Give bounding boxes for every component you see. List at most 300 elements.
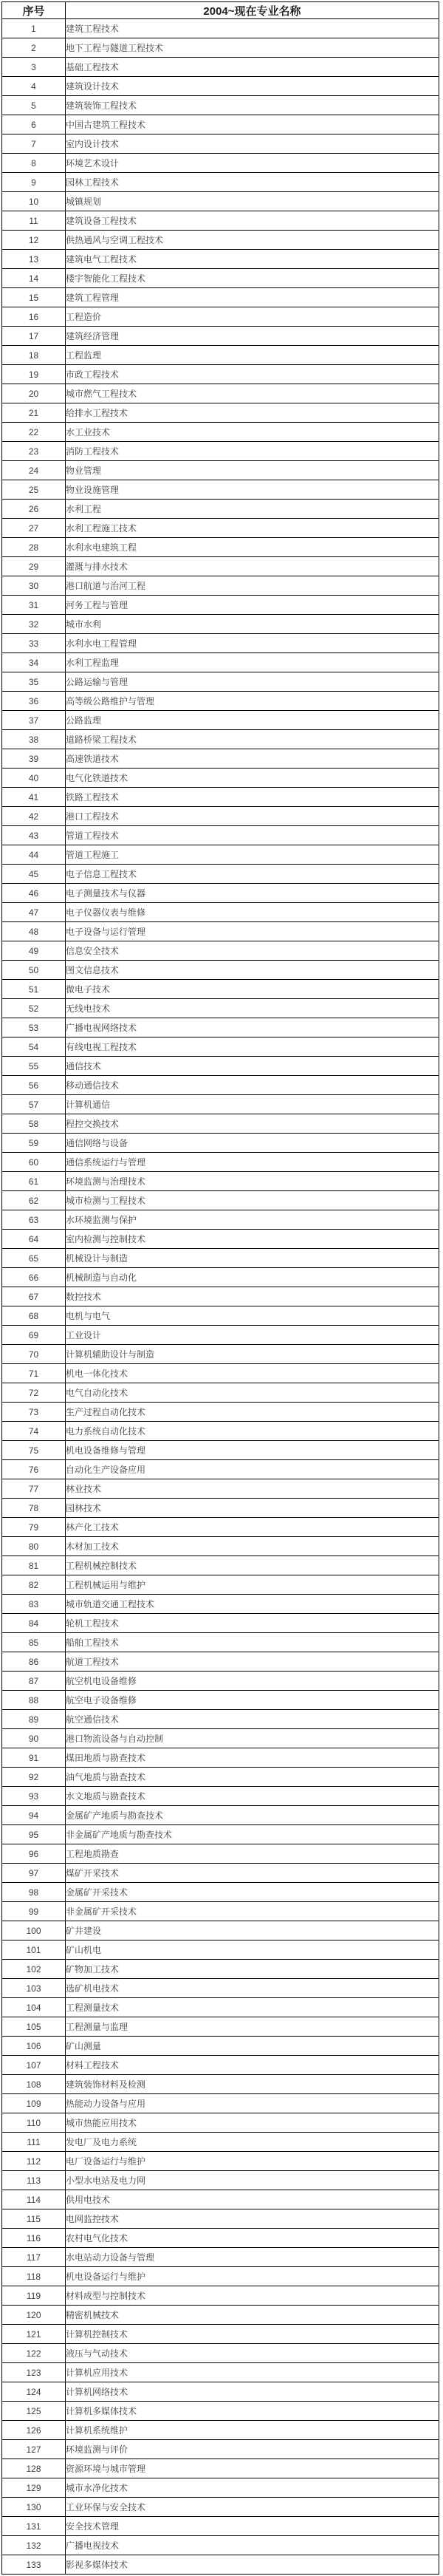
serial-cell: 51 [2,980,66,999]
serial-cell: 93 [2,1787,66,1806]
major-name-cell: 选矿机电技术 [66,1979,439,1998]
major-name-cell: 工程监理 [66,346,439,365]
table-row [2,134,439,154]
major-name-cell: 电子仪器仪表与维修 [66,903,439,922]
major-name-cell: 工程地质勘查 [66,1844,439,1864]
major-name-cell: 通信网络与设备 [66,1134,439,1153]
serial-cell: 114 [2,2190,66,2209]
major-name-cell: 城市轨道交通工程技术 [66,1595,439,1614]
table-row [2,557,439,576]
serial-cell: 22 [2,423,66,442]
major-name-cell: 材料成型与控制技术 [66,2286,439,2306]
serial-cell: 91 [2,1748,66,1768]
serial-cell: 31 [2,596,66,615]
table-row [2,1768,439,1787]
serial-cell: 7 [2,134,66,154]
table-row [2,922,439,941]
serial-cell: 103 [2,1979,66,1998]
major-name-cell: 广播电视网络技术 [66,1018,439,1037]
table-row [2,1326,439,1345]
serial-cell: 118 [2,2267,66,2286]
table-row [2,1057,439,1076]
major-name-cell: 矿山机电 [66,1940,439,1960]
serial-cell: 21 [2,403,66,423]
major-name-cell: 计算机网络技术 [66,2382,439,2402]
serial-cell: 72 [2,1383,66,1403]
major-name-cell: 消防工程技术 [66,442,439,461]
table-row [2,365,439,384]
serial-cell: 64 [2,1230,66,1249]
table-row [2,2209,439,2229]
major-name-cell: 机电一体化技术 [66,1364,439,1383]
major-name-cell: 城市水利 [66,615,439,634]
table-row [2,2306,439,2325]
major-name-cell: 水利水电建筑工程 [66,538,439,557]
table-row [2,2440,439,2459]
serial-cell: 132 [2,2536,66,2555]
serial-cell: 16 [2,307,66,327]
serial-cell: 49 [2,941,66,961]
serial-cell: 106 [2,2037,66,2056]
major-name-cell: 信息安全技术 [66,941,439,961]
serial-cell: 87 [2,1672,66,1691]
serial-cell: 38 [2,730,66,749]
serial-cell: 56 [2,1076,66,1095]
major-name-cell: 自动化生产设备应用 [66,1460,439,1479]
major-name-cell: 通信技术 [66,1057,439,1076]
table-row [2,173,439,192]
serial-cell: 29 [2,557,66,576]
table-row [2,749,439,769]
table-row [2,2325,439,2344]
major-name-cell: 微电子技术 [66,980,439,999]
table-row [2,1287,439,1306]
major-name-cell: 机电设备维修与管理 [66,1441,439,1460]
serial-cell: 123 [2,2363,66,2382]
major-name-cell: 工程测量技术 [66,1998,439,2017]
table-row [2,1537,439,1556]
major-name-cell: 环境艺术设计 [66,154,439,173]
table-row [2,2517,439,2536]
serial-cell: 54 [2,1037,66,1057]
serial-cell: 11 [2,211,66,231]
serial-cell: 52 [2,999,66,1018]
major-name-cell: 航空电子设备维修 [66,1691,439,1710]
major-name-cell: 园林工程技术 [66,173,439,192]
major-name-cell: 室内检测与控制技术 [66,1230,439,1249]
table-row [2,1249,439,1268]
table-row [2,538,439,557]
table-row [2,980,439,999]
table-row [2,307,439,327]
serial-cell: 24 [2,461,66,480]
major-name-cell: 水利工程 [66,500,439,519]
major-name-cell: 通信系统运行与管理 [66,1153,439,1172]
table-row [2,38,439,58]
major-name-cell: 计算机通信 [66,1095,439,1114]
major-name-cell: 港口物流设备与自动控制 [66,1729,439,1748]
table-row [2,903,439,922]
major-name-cell: 生产过程自动化技术 [66,1403,439,1422]
table-row [2,77,439,96]
major-name-cell: 航道工程技术 [66,1652,439,1672]
serial-cell: 59 [2,1134,66,1153]
serial-cell: 107 [2,2056,66,2075]
table-row [2,403,439,423]
serial-cell: 92 [2,1768,66,1787]
serial-cell: 78 [2,1499,66,1518]
serial-cell: 33 [2,634,66,653]
serial-cell: 94 [2,1806,66,1825]
serial-cell: 95 [2,1825,66,1844]
serial-cell: 75 [2,1441,66,1460]
major-name-cell: 建筑设备工程技术 [66,211,439,231]
major-name-cell: 计算机多媒体技术 [66,2402,439,2421]
table-row [2,2171,439,2190]
major-name-cell: 电厂设备运行与维护 [66,2152,439,2171]
major-name-cell: 电气化铁道技术 [66,769,439,788]
major-name-cell: 发电厂及电力系统 [66,2133,439,2152]
serial-cell: 127 [2,2440,66,2459]
serial-cell: 77 [2,1479,66,1499]
serial-cell: 98 [2,1883,66,1902]
table-row [2,941,439,961]
major-name-cell: 建筑装饰材料及检测 [66,2075,439,2094]
serial-cell: 39 [2,749,66,769]
major-name-cell: 建筑装饰工程技术 [66,96,439,115]
major-name-cell: 电机与电气 [66,1306,439,1326]
major-name-cell: 计算机系统维护 [66,2421,439,2440]
table-row [2,1134,439,1153]
major-name-cell: 港口航道与治河工程 [66,576,439,596]
serial-cell: 126 [2,2421,66,2440]
major-name-cell: 城市热能应用技术 [66,2113,439,2133]
serial-cell: 73 [2,1403,66,1422]
table-row [2,1018,439,1037]
major-name-cell: 无线电技术 [66,999,439,1018]
serial-cell: 84 [2,1614,66,1633]
table-row [2,1403,439,1422]
table-row [2,615,439,634]
table-row [2,211,439,231]
table-row [2,2536,439,2555]
serial-cell: 109 [2,2094,66,2113]
major-name-cell: 物业设施管理 [66,480,439,500]
major-name-cell: 液压与气动技术 [66,2344,439,2363]
serial-cell: 1 [2,19,66,38]
serial-cell: 85 [2,1633,66,1652]
table-row [2,1710,439,1729]
major-name-cell: 林产化工技术 [66,1518,439,1537]
major-name-cell: 矿山测量 [66,2037,439,2056]
major-name-cell: 煤矿开采技术 [66,1864,439,1883]
table-row [2,2498,439,2517]
serial-cell: 105 [2,2017,66,2037]
serial-cell: 13 [2,250,66,269]
table-row [2,1960,439,1979]
serial-cell: 76 [2,1460,66,1479]
serial-cell: 55 [2,1057,66,1076]
table-row [2,2017,439,2037]
major-name-cell: 轮机工程技术 [66,1614,439,1633]
major-name-cell: 小型水电站及电力网 [66,2171,439,2190]
table-row [2,115,439,134]
serial-cell: 58 [2,1114,66,1134]
table-row [2,2248,439,2267]
serial-cell: 40 [2,769,66,788]
major-name-cell: 楼宇智能化工程技术 [66,269,439,288]
serial-cell: 99 [2,1902,66,1921]
table-row [2,730,439,749]
table-row [2,519,439,538]
serial-cell: 28 [2,538,66,557]
serial-cell: 79 [2,1518,66,1537]
serial-cell: 116 [2,2229,66,2248]
table-row [2,269,439,288]
table-row [2,250,439,269]
table-row [2,1153,439,1172]
major-name-cell: 工业设计 [66,1326,439,1345]
table-row [2,1806,439,1825]
serial-cell: 46 [2,884,66,903]
serial-cell: 4 [2,77,66,96]
major-name-cell: 物业管理 [66,461,439,480]
serial-cell: 71 [2,1364,66,1383]
major-name-cell: 水环境监测与保护 [66,1210,439,1230]
serial-cell: 130 [2,2498,66,2517]
table-row [2,807,439,826]
table-row [2,154,439,173]
serial-cell: 23 [2,442,66,461]
serial-cell: 82 [2,1575,66,1595]
table-row [2,1633,439,1652]
majors-table-body [2,19,439,2575]
table-row [2,2555,439,2575]
major-name-cell: 基础工程技术 [66,58,439,77]
table-row [2,845,439,865]
serial-cell: 44 [2,845,66,865]
serial-cell: 32 [2,615,66,634]
major-name-cell: 管道工程施工 [66,845,439,865]
table-row [2,1422,439,1441]
table-row [2,1902,439,1921]
serial-cell: 129 [2,2478,66,2498]
serial-cell: 112 [2,2152,66,2171]
serial-cell: 10 [2,192,66,211]
table-row [2,1268,439,1287]
major-name-cell: 地下工程与隧道工程技术 [66,38,439,58]
table-row [2,1114,439,1134]
table-row [2,1479,439,1499]
major-name-cell: 水电站动力设备与管理 [66,2248,439,2267]
table-row [2,58,439,77]
column-header-serial: 序号 [2,2,66,19]
major-name-cell: 金属矿开采技术 [66,1883,439,1902]
table-row [2,2344,439,2363]
serial-cell: 36 [2,692,66,711]
table-row [2,826,439,845]
serial-cell: 18 [2,346,66,365]
serial-cell: 83 [2,1595,66,1614]
table-row [2,672,439,692]
serial-cell: 97 [2,1864,66,1883]
table-row [2,1556,439,1575]
serial-cell: 80 [2,1537,66,1556]
serial-cell: 3 [2,58,66,77]
major-name-cell: 资源环境与城市管理 [66,2459,439,2478]
serial-cell: 122 [2,2344,66,2363]
table-row [2,346,439,365]
serial-cell: 9 [2,173,66,192]
major-name-cell: 航空通信技术 [66,1710,439,1729]
serial-cell: 60 [2,1153,66,1172]
serial-cell: 100 [2,1921,66,1940]
table-row [2,1614,439,1633]
table-row [2,1306,439,1326]
table-row [2,2133,439,2152]
table-row [2,596,439,615]
table-row [2,2037,439,2056]
table-row [2,2229,439,2248]
major-name-cell: 林业技术 [66,1479,439,1499]
table-row [2,1210,439,1230]
serial-cell: 37 [2,711,66,730]
major-name-cell: 矿物加工技术 [66,1960,439,1979]
serial-cell: 34 [2,653,66,672]
major-name-cell: 公路监理 [66,711,439,730]
table-row [2,961,439,980]
major-name-cell: 热能动力设备与应用 [66,2094,439,2113]
major-name-cell: 计算机辅助设计与制造 [66,1345,439,1364]
table-row [2,19,439,38]
major-name-cell: 电子信息工程技术 [66,865,439,884]
major-name-cell: 金属矿产地质与勘查技术 [66,1806,439,1825]
table-row [2,884,439,903]
major-name-cell: 非金属矿开采技术 [66,1902,439,1921]
serial-cell: 57 [2,1095,66,1114]
major-name-cell: 安全技术管理 [66,2517,439,2536]
serial-cell: 5 [2,96,66,115]
major-name-cell: 环境监测与评价 [66,2440,439,2459]
table-row [2,1037,439,1057]
major-name-cell: 有线电视工程技术 [66,1037,439,1057]
serial-cell: 88 [2,1691,66,1710]
serial-cell: 131 [2,2517,66,2536]
major-name-cell: 木材加工技术 [66,1537,439,1556]
table-row [2,2190,439,2209]
table-row [2,1076,439,1095]
serial-cell: 108 [2,2075,66,2094]
major-name-cell: 管道工程技术 [66,826,439,845]
table-row [2,1729,439,1748]
serial-cell: 70 [2,1345,66,1364]
serial-cell: 41 [2,788,66,807]
major-name-cell: 环境监测与治理技术 [66,1172,439,1191]
major-name-cell: 给排水工程技术 [66,403,439,423]
major-name-cell: 图文信息技术 [66,961,439,980]
serial-cell: 110 [2,2113,66,2133]
major-name-cell: 非金属矿产地质与勘查技术 [66,1825,439,1844]
table-row [2,865,439,884]
serial-cell: 66 [2,1268,66,1287]
table-row [2,1191,439,1210]
major-name-cell: 建筑经济管理 [66,327,439,346]
column-header-major-name: 2004~现在专业名称 [66,2,439,19]
table-row [2,192,439,211]
major-name-cell: 工程造价 [66,307,439,327]
table-row [2,1691,439,1710]
table-row [2,788,439,807]
major-name-cell: 建筑电气工程技术 [66,250,439,269]
serial-cell: 104 [2,1998,66,2017]
major-name-cell: 机电设备运行与维护 [66,2267,439,2286]
major-name-cell: 城市水净化技术 [66,2478,439,2498]
major-name-cell: 水工业技术 [66,423,439,442]
serial-cell: 89 [2,1710,66,1729]
table-row [2,653,439,672]
major-name-cell: 河务工程与管理 [66,596,439,615]
table-row [2,1345,439,1364]
major-name-cell: 城镇规划 [66,192,439,211]
serial-cell: 63 [2,1210,66,1230]
serial-cell: 68 [2,1306,66,1326]
table-row [2,1940,439,1960]
major-name-cell: 供用电技术 [66,2190,439,2209]
major-name-cell: 工程测量与监理 [66,2017,439,2037]
major-name-cell: 建筑工程管理 [66,288,439,307]
major-name-cell: 广播电视技术 [66,2536,439,2555]
major-name-cell: 电力系统自动化技术 [66,1422,439,1441]
serial-cell: 101 [2,1940,66,1960]
serial-cell: 86 [2,1652,66,1672]
major-name-cell: 程控交换技术 [66,1114,439,1134]
serial-cell: 43 [2,826,66,845]
table-row [2,1998,439,2017]
serial-cell: 120 [2,2306,66,2325]
table-row [2,2478,439,2498]
serial-cell: 2 [2,38,66,58]
major-name-cell: 供热通风与空调工程技术 [66,231,439,250]
table-row [2,1595,439,1614]
table-row [2,480,439,500]
table-row [2,2402,439,2421]
major-name-cell: 水文地质与勘查技术 [66,1787,439,1806]
table-row [2,423,439,442]
serial-cell: 50 [2,961,66,980]
serial-cell: 74 [2,1422,66,1441]
serial-cell: 12 [2,231,66,250]
serial-cell: 45 [2,865,66,884]
table-row [2,2286,439,2306]
serial-cell: 30 [2,576,66,596]
serial-cell: 53 [2,1018,66,1037]
serial-cell: 47 [2,903,66,922]
major-name-cell: 电子设备与运行管理 [66,922,439,941]
table-row [2,769,439,788]
majors-table [1,1,439,2575]
table-row [2,1883,439,1902]
serial-cell: 124 [2,2382,66,2402]
serial-cell: 20 [2,384,66,403]
serial-cell: 67 [2,1287,66,1306]
serial-cell: 102 [2,1960,66,1979]
serial-cell: 19 [2,365,66,384]
serial-cell: 25 [2,480,66,500]
major-name-cell: 农村电气化技术 [66,2229,439,2248]
serial-cell: 96 [2,1844,66,1864]
serial-cell: 14 [2,269,66,288]
table-row [2,1499,439,1518]
